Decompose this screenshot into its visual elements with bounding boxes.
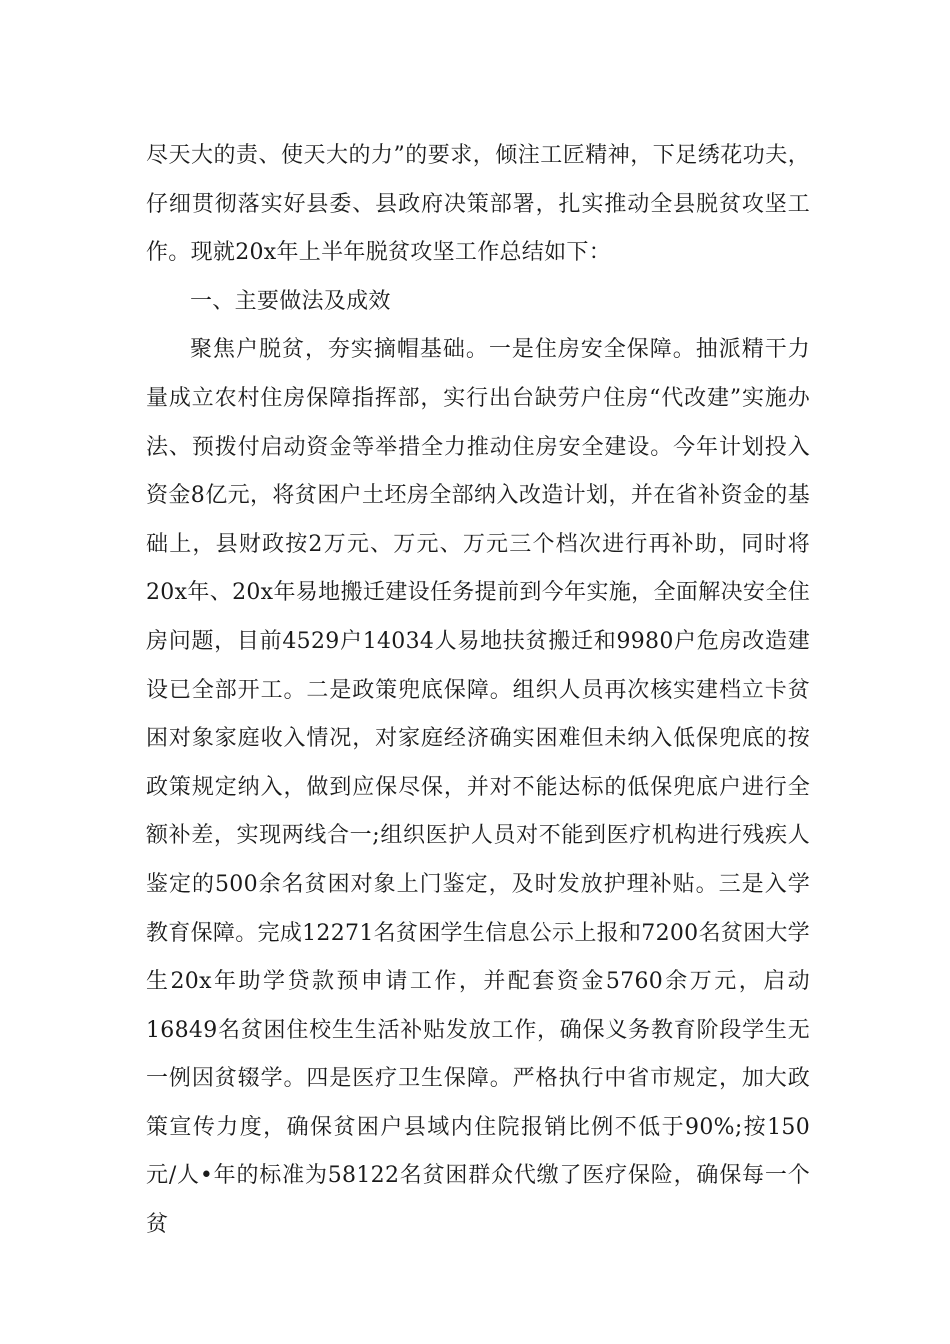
paragraph-body: 聚焦户脱贫，夯实摘帽基础。一是住房安全保障。抽派精干力量成立农村住房保障指挥部，实行出台缺劳户住房“代改建”实施办法、预拨付启动资金等举措全力推动住房安全建设。今年计划投入资金8亿元，将贫困户土坯房全部纳入改造计划，并在省补资金的基础上，县财政按2万元、万元、万元三个档次进行再补助，同时将20x年、20x年易地搬迁建设任务提前到今年实施，全面解决安全住房问题，目前4529户14034人易地扶贫搬迁和9980户危房改造建设已全部开工。二是政策兜底保障。组织人员再次核实建档立卡贫困对象家庭收入情况，对家庭经济确实困难但未纳入低保兜底的按政策规定纳入，做到应保尽保，并对不能达标的低保兜底户进行全额补差，实现两线合一;组织医护人员对不能到医疗机构进行残疾人鉴定的500余名贫困对象上门鉴定，及时发放护理补贴。三是入学教育保障。完成12271名贫困学生信息公示上报和7200名贫困大学生20x年助学贷款预申请工作，并配套资金5760余万元，启动16849名贫困住校生生活补贴发放工作，确保义务教育阶段学生无一例因贫辍学。四是医疗卫生保障。严格执行中省市规定，加大政策宣传力度，确保贫困户县域内住院报销比例不低于90%;按150元/人•年的标准为58122名贫困群众代缴了医疗保险，确保每一个贫 <box>146 337 810 1238</box>
section-heading: 一、主要做法及成效 <box>190 288 391 314</box>
document-page <box>146 132 810 1250</box>
paragraph-continuation: 尽天大的责、使天大的力”的要求，倾注工匠精神，下足绣花功夫，仔细贯彻落实好县委、县政府决策部署，扎实推动全县脱贫攻坚工作。现就20x年上半年脱贫攻坚工作总结如下： <box>146 143 810 266</box>
